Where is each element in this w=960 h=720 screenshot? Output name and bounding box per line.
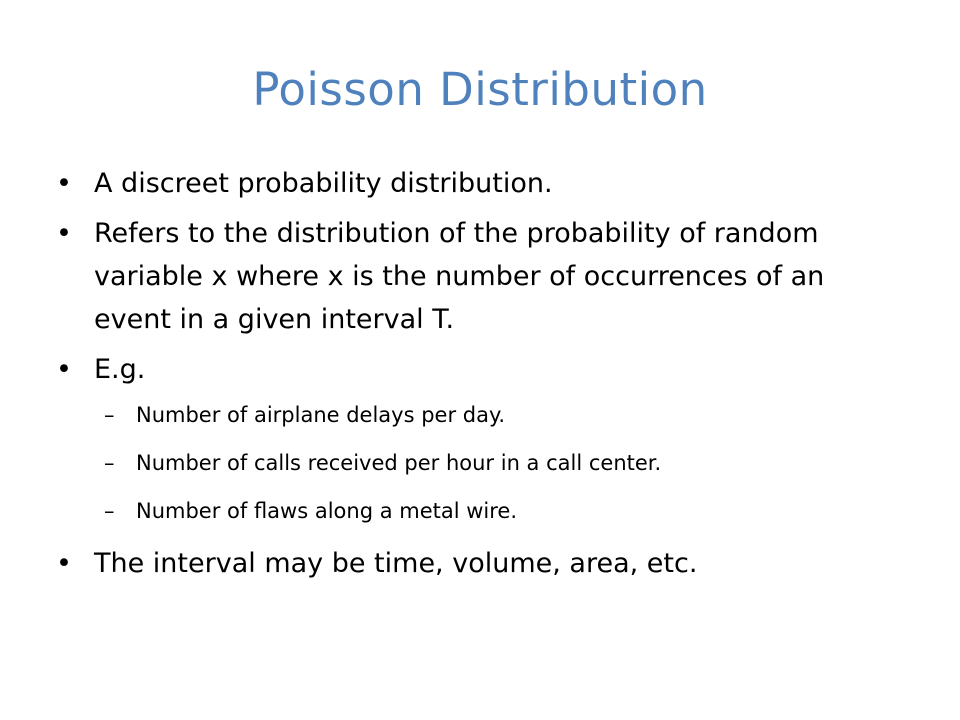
bullet-item <box>56 348 896 391</box>
bullet-text: A discreet probability distribution. <box>94 168 553 199</box>
sub-bullet-text: Number of flaws along a metal wire. <box>136 499 518 523</box>
bullet-text: Refers to the distribution of the probability of random variable x where x is the number of occurrences of an event in a given interval T. <box>94 218 825 335</box>
bullet-dot-icon: • <box>56 354 72 385</box>
dash-icon: – <box>104 499 115 523</box>
bullet-item <box>56 212 896 341</box>
bullet-dot-icon: • <box>56 168 72 199</box>
sub-bullet-list <box>56 398 896 529</box>
sub-bullet-item <box>56 494 896 529</box>
bullet-text: E.g. <box>94 354 146 385</box>
bullet-text: The interval may be time, volume, area, etc. <box>94 548 698 579</box>
slide-title: Poisson Distribution <box>252 63 708 116</box>
dash-icon: – <box>104 403 115 427</box>
bullet-dot-icon: • <box>56 218 72 249</box>
sub-bullet-text: Number of calls received per hour in a call center. <box>136 451 662 475</box>
sub-bullet-text: Number of airplane delays per day. <box>136 403 506 427</box>
bullet-item <box>56 542 896 585</box>
dash-icon: – <box>104 451 115 475</box>
slide-body <box>56 162 896 592</box>
bullet-item <box>56 162 896 205</box>
sub-bullet-item <box>56 446 896 481</box>
bullet-dot-icon: • <box>56 548 72 579</box>
sub-bullet-item <box>56 398 896 433</box>
